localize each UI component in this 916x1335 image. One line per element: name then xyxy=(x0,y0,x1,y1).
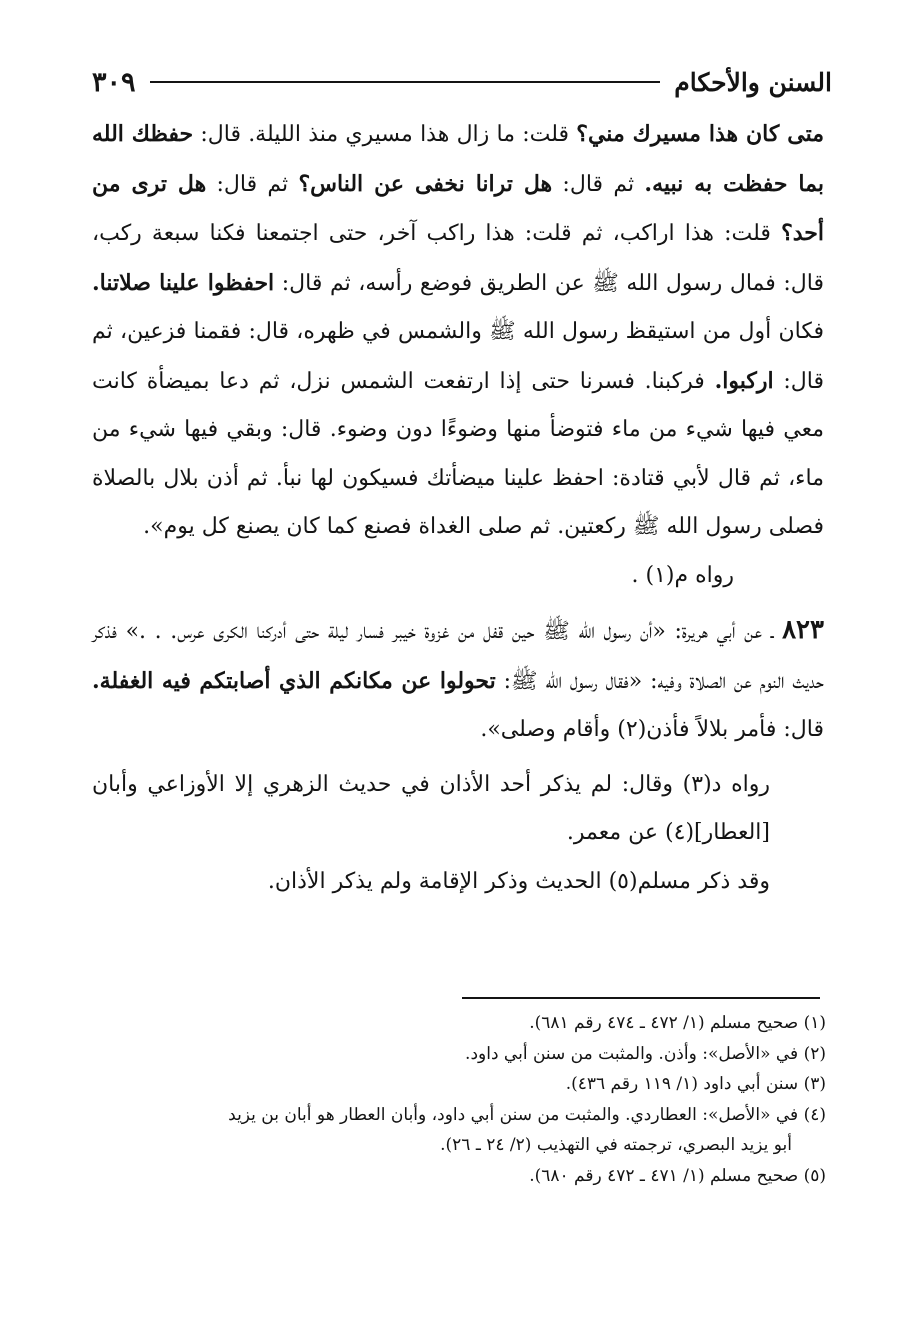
text-run: قال: فأمر بلالاً فأذن(٢) وأقام وصلى». xyxy=(480,717,824,742)
paragraph-hadith-823 xyxy=(92,606,824,755)
narration-source: رواه م(١) . xyxy=(631,562,734,588)
bold-phrase: هل ترى من أحد؟ xyxy=(92,170,824,246)
text-run: ثم قال: xyxy=(206,171,299,197)
running-title: السنن والأحكام xyxy=(674,67,832,97)
footnote-4: (٤) في «الأصل»: العطاردي. والمثبت من سنن أبي داود، وأبان العطار هو أبان بن يزيد xyxy=(228,1104,826,1125)
footnote-2: (٢) في «الأصل»: وأذن. والمثبت من سنن أبي داود. xyxy=(465,1043,826,1064)
text-run: فركبنا. فسرنا حتى إذا ارتفعت الشمس نزل، ثم دعا بميضأة كانت معي فيها شيء من ماء فتوضأ منها وضوءًا دون وضوء. قال: وبقي فيها شيء من ماء، ثم قال لأبي قتادة: احفظ علينا ميضأتك فسيكون لها نبأ. ثم أذن بلال بالصلاة فصلى رسول الله ﷺ ركعتين. ثم صلى الغداة فصنع كما كان يصنع كل يوم». xyxy=(92,368,824,539)
bold-phrase: هل ترانا نخفى عن الناس؟ xyxy=(298,170,553,197)
footnote-3: (٣) سنن أبي داود (١/ ١١٩ رقم ٤٣٦). xyxy=(565,1074,826,1094)
bold-phrase: حفظك الله بما حفظت به نبيه. xyxy=(92,121,824,197)
footnote-separator xyxy=(462,997,820,999)
running-header xyxy=(92,62,832,102)
text-run: قلت: ما زال هذا مسيري منذ الليلة. قال: xyxy=(193,122,577,147)
footnote-5: (٥) صحيح مسلم (١/ ٤٧١ ـ ٤٧٢ رقم ٦٨٠). xyxy=(529,1165,826,1186)
text-run: فكان أول من استيقظ رسول الله ﷺ والشمس في ظهره، قال: فقمنا فزعين، ثم قال: xyxy=(92,319,825,394)
hadith-number: ٨٢٣ xyxy=(782,615,824,645)
bold-phrase: متى كان هذا مسيرك مني؟ xyxy=(576,121,825,147)
bold-phrase: اركبوا. xyxy=(714,367,774,394)
text-run: قلت: هذا اراكب، ثم قلت: هذا راكب آخر، حتى اجتمعنا فكنا سبعة ركب، قال: فمال رسول الله ﷺ عن الطريق فوضع رأسه، ثم قال: xyxy=(92,221,824,296)
paragraph-hadith-continuation xyxy=(92,110,824,552)
page-number: ٣٠٩ xyxy=(92,66,136,98)
footnote-4-continuation: أبو يزيد البصري، ترجمته في التهذيب (٢/ ٢٤ ـ ٢٦). xyxy=(440,1135,792,1155)
header-rule xyxy=(150,81,661,83)
bold-phrase: تحولوا عن مكانكم الذي أصابتكم فيه الغفلة. xyxy=(92,667,496,694)
main-text xyxy=(92,110,824,906)
paragraph-muslim-note: وقد ذكر مسلم(٥) الحديث وذكر الإقامة ولم يذكر الأذان. xyxy=(267,868,770,894)
text-run: ثم قال: xyxy=(552,171,645,197)
bold-phrase: احفظوا علينا صلاتنا. xyxy=(92,269,275,296)
footnotes xyxy=(84,1008,826,1191)
text-run: ـ عن أبي هريرة: «أن رسول الله ﷺ حين قفل من غزوة خيبر فسار ليلة حتى أدركنا الكرى عرس. . .» فذكر حديث النوم عن الصلاة وفيه: «فقال رسول الله ﷺ: xyxy=(92,619,824,694)
footnote-1: (١) صحيح مسلم (١/ ٤٧٢ ـ ٤٧٤ رقم ٦٨١). xyxy=(529,1013,826,1033)
paragraph-narration-note: رواه د(٣) وقال: لم يذكر أحد الأذان في حديث الزهري إلا الأوزاعي وأبان [العطار](٤) عن معمر. xyxy=(92,771,770,845)
